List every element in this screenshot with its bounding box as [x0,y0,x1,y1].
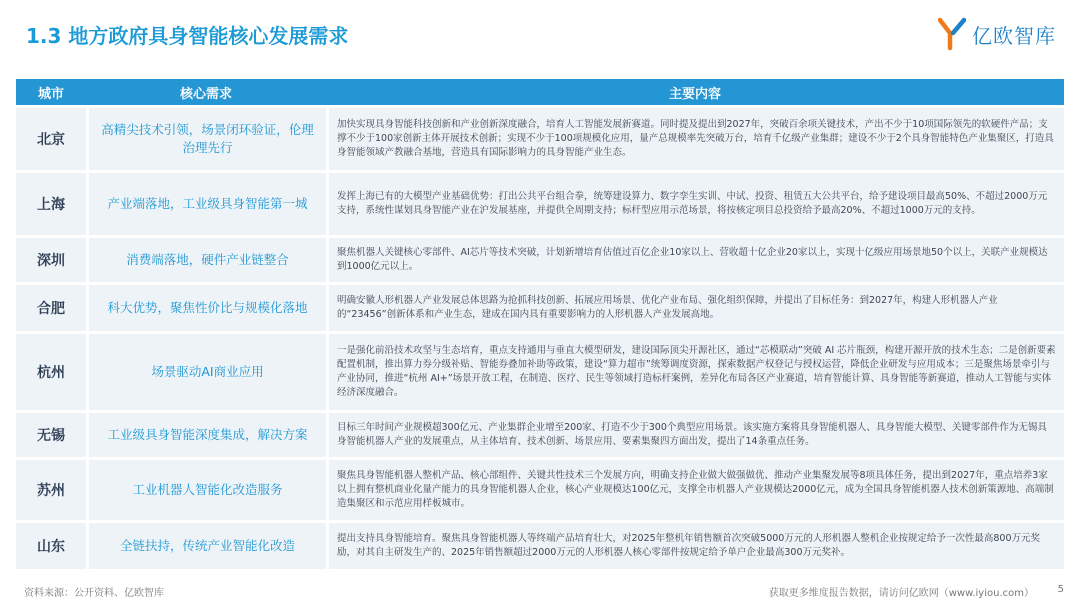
need-cell: 消费端落地，硬件产业链整合 [86,238,326,282]
content-cell: 发挥上海已有的大模型产业基础优势：打出公共平台组合拳，统筹建设算力、数字孪生实训、中试、投资、租赁五大公共平台，给予建设项目最高50%、不超过2000万元支持，系统性谋划具身智能产业在沪发展基座，并提供全周期支持；标杆型应用示范场景，将按核定项目总投资给予最高20%、不超过1000万元的支持。 [326,173,1064,235]
need-cell: 科大优势，聚焦性价比与规模化落地 [86,285,326,331]
source-note: 资料来源：公开资料、亿欧智库 [24,588,164,599]
content-cell: 一是强化前沿技术攻坚与生态培育，重点支持通用与垂直大模型研发，建设国际顶尖开源社区，通过“芯模联动”突破 AI 芯片瓶颈，构建开源开放的技术生态；二是创新要素配置机制，推出算力券分级补贴、智能券叠加补助等政策，建设“算力超市”统筹调度资源，探索数据产权登记与授权运营，降低企业研发与应用成本；三是聚焦场景牵引与产业协同，推进“杭州 AI+”场景开放工程，在制造、医疗、民生等领域打造标杆案例，差异化布局各区产业赛道，培育智能计算、具身智能等新赛道，推动人工智能与实体经济深度融合。 [326,334,1064,410]
table-row [16,108,1064,170]
website-note: 获取更多维度报告数据，请访问亿欧网（www.iyiou.com） [768,588,1034,599]
logo-text: 亿欧智库 [972,23,1056,48]
table-row [16,334,1064,410]
content-cell: 加快实现具身智能科技创新和产业创新深度融合，培育人工智能发展新赛道。同时提及提出到2027年，突破百余项关键技术，产出不少于10项国际领先的软硬件产品；支撑不少于100家创新主体开展技术创新；实现不少于100项规模化应用，量产总规模率先突破万台，培育千亿级产业集群；建设不少于2个具身智能特色产业集聚区，打造具身智能领域产教融合基地，营造具有国际影响力的具身智能产业生态。 [326,108,1064,170]
content-cell: 提出支持具身智能培育。聚焦具身智能机器人等终端产品培育壮大，对2025年整机年销售额首次突破5000万元的人形机器人整机企业按规定给予一次性最高800万元奖励，对其自主研发生产的、2025年销售额超过2000万元的人形机器人核心零部件按规定给予单户企业最高300万元奖补。 [326,523,1064,569]
table-row [16,413,1064,457]
city-cell: 山东 [16,523,86,569]
page-title: 1.3 地方政府具身智能核心发展需求 [26,24,349,48]
city-cell: 上海 [16,173,86,235]
need-cell: 产业端落地，工业级具身智能第一城 [86,173,326,235]
table-row [16,285,1064,331]
city-cell: 合肥 [16,285,86,331]
content-cell: 聚焦机器人关键核心零部件、AI芯片等技术突破，计划新增培育估值过百亿企业10家以上、营收超十亿企业20家以上，实现十亿级应用场景地50个以上，关联产业规模达到1000亿元以上。 [326,238,1064,282]
page-footer [0,578,1080,608]
content-cell: 聚焦具身智能机器人整机产品、核心部组件、关键共性技术三个发展方向，明确支持企业做大做强做优、推动产业集聚发展等8项具体任务，提出到2027年，重点培养3家以上拥有整机商业化量产能力的具身智能机器人企业，核心产业规模达100亿元，支撑全市机器人产业规模达2000亿元，成为全国具身智能机器人技术创新策源地、高端制造集聚区和示范应用样板城市。 [326,460,1064,520]
page-number: 5 [1057,584,1064,595]
column-header-city: 城市 [16,79,86,105]
page-header [0,0,1080,70]
content-cell: 目标三年时间产业规模超300亿元、产业集群企业增至200家、打造不少于300个典型应用场景。该实施方案将具身智能机器人、具身智能大模型、关键零部件作为无锡具身智能机器人产业的发展重点，从主体培育、技术创新、场景应用、要素集聚四方面出发，提出了14条重点任务。 [326,413,1064,457]
city-cell: 苏州 [16,460,86,520]
need-cell: 工业机器人智能化改造服务 [86,460,326,520]
need-cell: 高精尖技术引领，场景闭环验证，伦理治理先行 [86,108,326,170]
table-header-row [16,79,1064,105]
column-header-need: 核心需求 [86,79,326,105]
table-row [16,523,1064,569]
demand-table [16,76,1064,572]
brand-logo [938,16,1056,52]
city-cell: 深圳 [16,238,86,282]
need-cell: 场景驱动AI商业应用 [86,334,326,410]
city-cell: 杭州 [16,334,86,410]
city-cell: 无锡 [16,413,86,457]
table-row [16,173,1064,235]
table-row [16,460,1064,520]
column-header-content: 主要内容 [326,79,1064,105]
content-cell: 明确安徽人形机器人产业发展总体思路为抢抓科技创新、拓展应用场景、优化产业布局、强化组织保障，并提出了目标任务：到2027年，构建人形机器人产业的“23456”创新体系和产业生态，建成在国内具有重要影响力的人形机器人产业发展高地。 [326,285,1064,331]
city-cell: 北京 [16,108,86,170]
logo-y-icon [938,17,966,51]
table-row [16,238,1064,282]
need-cell: 全链扶持，传统产业智能化改造 [86,523,326,569]
need-cell: 工业级具身智能深度集成，解决方案 [86,413,326,457]
